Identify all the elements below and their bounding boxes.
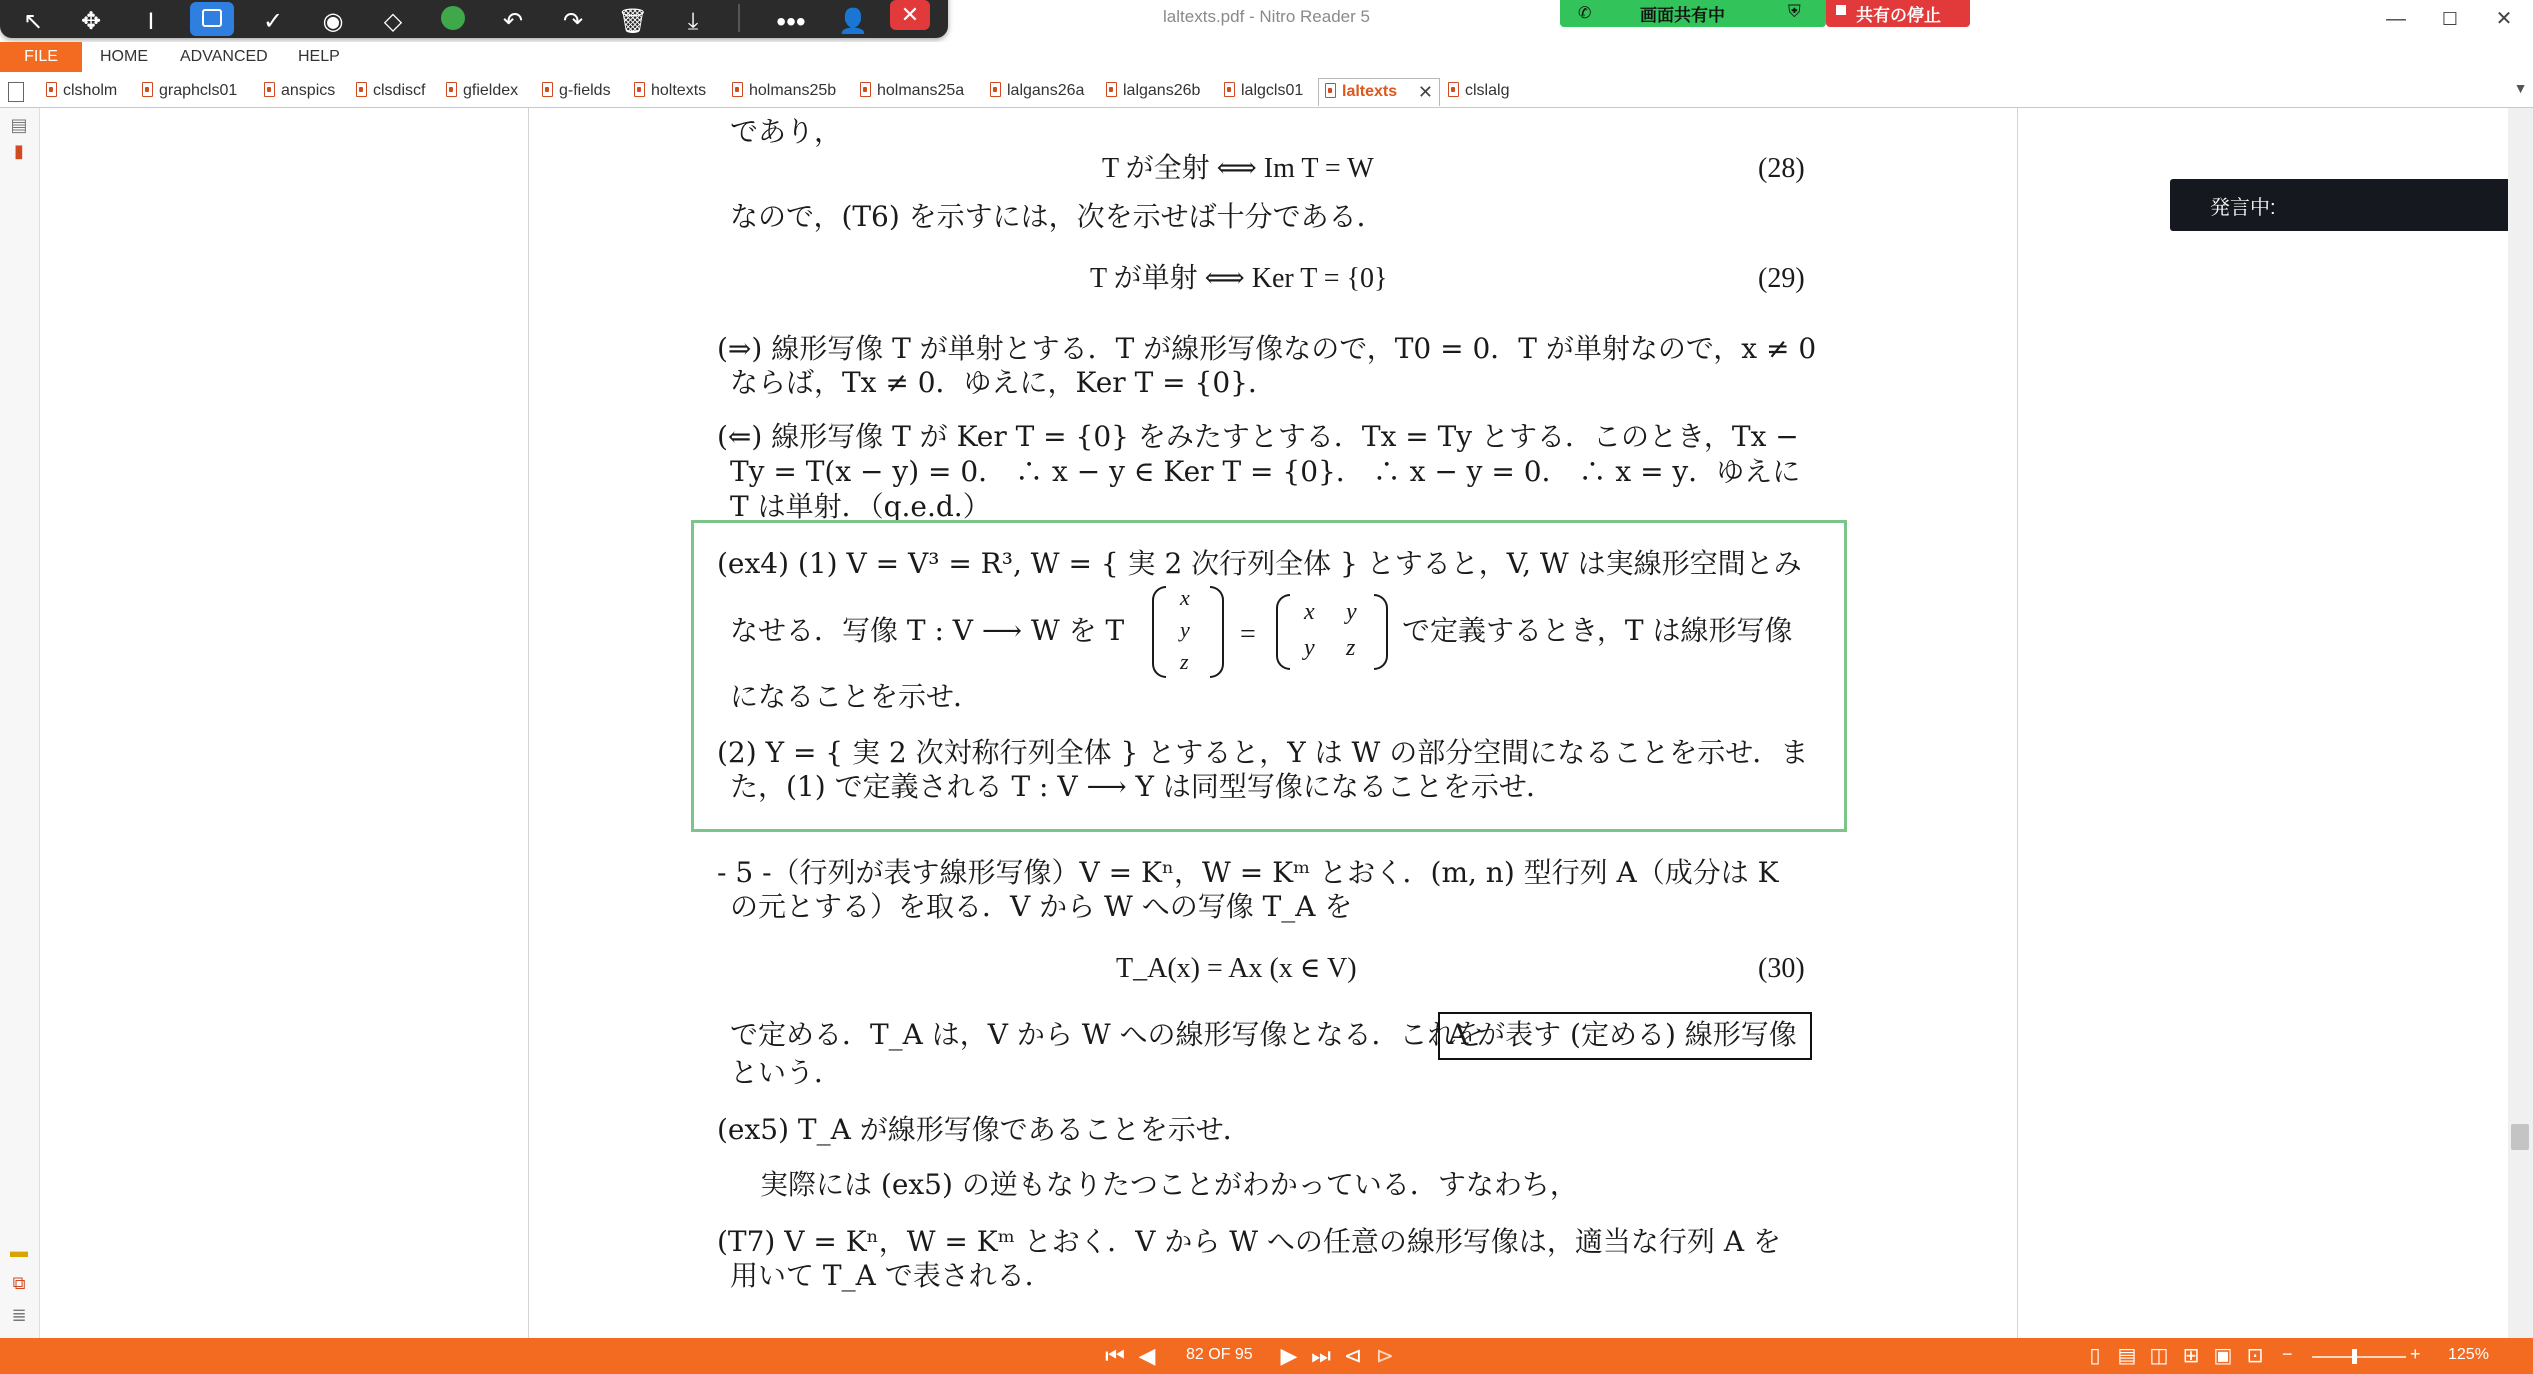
equals-sign: = [1240, 619, 1256, 650]
equation-number-29: (29) [1758, 263, 1805, 294]
text-line: で定める．T_A は，V から W への線形写像となる．これを [730, 1018, 1484, 1051]
menu-advanced[interactable]: ADVANCED [180, 48, 268, 65]
next-page-icon[interactable]: ▶ [1280, 1343, 1298, 1368]
tab-anspics[interactable]: anspics [264, 78, 335, 106]
tab-lalgcls01[interactable]: lalgcls01 [1224, 78, 1303, 106]
document-tab-bar [0, 74, 2533, 108]
matrix-entry: y [1304, 635, 1315, 661]
toolbar-divider [738, 4, 740, 32]
tab-laltexts[interactable]: laltexts ✕ [1318, 78, 1440, 106]
properties-panel-icon[interactable]: ≣ [11, 1305, 27, 1325]
proof-backward-line: Ty = T(x − y) = 0． ∴ x − y ∈ Ker T = {0}． ∴ x − y = 0． ∴ x = y．ゆえに [730, 455, 1801, 488]
menu-home[interactable]: HOME [100, 48, 148, 65]
matrix-entry: x [1304, 599, 1315, 625]
tab-holtexts[interactable]: holtexts [634, 78, 706, 106]
stop-sharing-label: 共有の停止 [1856, 6, 1941, 25]
pdf-icon [634, 82, 645, 97]
pdf-icon [732, 82, 743, 97]
pdf-icon [990, 82, 1001, 97]
equation-28: T が全射 ⟺ Im T = W [1102, 153, 1374, 184]
fit-width-icon[interactable]: ▣ [2213, 1345, 2233, 1367]
proof-forward-line: (⇒) 線形写像 T が単射とする．T が線形写像なので，T0 = 0．T が単射なので，x ≠ 0 [717, 332, 1817, 365]
pages-panel-icon[interactable]: ▤ [10, 115, 28, 135]
previous-page-icon[interactable]: ◀ [1138, 1343, 1156, 1368]
zoom-out-button[interactable]: − [2282, 1344, 2293, 1364]
menu-file[interactable]: FILE [0, 42, 82, 72]
pdf-icon [142, 82, 153, 97]
zoom-slider-handle[interactable] [2352, 1349, 2357, 1364]
rectangle-icon [202, 9, 222, 27]
color-picker-icon[interactable] [441, 6, 465, 30]
vector-entry: z [1180, 649, 1189, 674]
pdf-icon [264, 82, 275, 97]
last-page-icon[interactable]: ⏭ [1311, 1343, 1331, 1368]
tab-lalgans26b[interactable]: lalgans26b [1106, 78, 1200, 106]
pdf-icon [1325, 83, 1336, 98]
left-paren [1152, 586, 1166, 678]
text-line: という． [730, 1056, 843, 1089]
tab-list-icon[interactable] [8, 82, 24, 102]
maximize-button[interactable]: ☐ [2441, 9, 2459, 29]
facing-view-icon[interactable]: ◫ [2149, 1345, 2169, 1367]
tab-gfieldex[interactable]: gfieldex [446, 78, 518, 106]
left-sidebar [0, 108, 40, 1338]
minimize-button[interactable]: — [2386, 8, 2406, 30]
scrollbar-thumb[interactable] [2511, 1124, 2529, 1150]
continuous-facing-view-icon[interactable]: ⊞ [2182, 1345, 2200, 1367]
matrix-entry: z [1346, 635, 1356, 661]
download-icon[interactable]: ⤓ [687, 8, 699, 35]
pdf-icon [356, 82, 367, 97]
tab-clsholm[interactable]: clsholm [46, 78, 117, 106]
attachments-panel-icon[interactable]: ▮ [14, 141, 24, 161]
text-line: であり， [730, 115, 843, 148]
single-page-view-icon[interactable]: ▯ [2089, 1345, 2101, 1367]
close-tab-icon[interactable]: ✕ [1417, 82, 1433, 102]
close-button[interactable]: ✕ [2495, 8, 2513, 30]
redo-icon[interactable]: ↷ [562, 8, 584, 35]
matrix-2x2 [1276, 594, 1388, 670]
scroll-arrow-icon[interactable]: ▼ [2513, 80, 2528, 96]
pan-icon[interactable]: ✥ [80, 8, 102, 35]
exercise-4-line: (2) Y = { 実 2 次対称行列全体 } とすると，Y は W の部分空間になることを示せ．ま [717, 736, 1809, 769]
right-paren [1210, 586, 1224, 678]
menu-bar [0, 42, 2533, 72]
right-paren [1374, 594, 1388, 670]
tab-clsdiscf[interactable]: clsdiscf [356, 78, 425, 106]
window-title: laltexts.pdf - Nitro Reader 5 [1163, 7, 1370, 26]
pdf-icon [1106, 82, 1117, 97]
tab-lalgans26a[interactable]: lalgans26a [990, 78, 1084, 106]
page-indicator[interactable]: 82 OF 95 [1186, 1346, 1253, 1363]
speaking-label: 発言中: [2210, 197, 2276, 219]
exercise-5-line: (ex5) T_A が線形写像であることを示せ． [717, 1113, 1251, 1146]
left-paren [1276, 594, 1290, 670]
tab-holmans25b[interactable]: holmans25b [732, 78, 836, 106]
column-vector [1152, 586, 1224, 678]
boxed-definition-text: A が表す (定める) 線形写像 [1448, 1018, 1797, 1051]
first-page-icon[interactable]: ⏮ [1105, 1343, 1125, 1368]
pdf-icon [542, 82, 553, 97]
equation-number-28: (28) [1758, 153, 1805, 184]
shield-icon: ⛨ [1788, 2, 1801, 21]
pdf-icon [1224, 82, 1235, 97]
equation-number-30: (30) [1758, 953, 1805, 984]
exercise-4-line: になることを示せ． [730, 680, 982, 713]
section-5-line: の元とする）を取る．V から W への写像 T_A を [730, 890, 1353, 923]
undo-icon[interactable]: ↶ [502, 8, 524, 35]
eraser-icon[interactable]: ◇ [383, 8, 403, 35]
zoom-slider[interactable] [2312, 1356, 2406, 1358]
text-line: なので，(T6) を示すには，次を示せば十分である． [730, 200, 1385, 233]
stop-icon [1836, 5, 1846, 15]
stamp-icon[interactable]: ◉ [322, 8, 344, 35]
delete-icon[interactable]: 🗑 [617, 8, 649, 35]
exercise-4-line: なせる．写像 T : V ⟶ W を T [730, 614, 1125, 647]
pdf-icon [860, 82, 871, 97]
zoom-in-button[interactable]: + [2410, 1344, 2421, 1364]
matrix-entry: y [1346, 599, 1357, 625]
text-cursor-icon[interactable]: I [147, 8, 155, 35]
more-icon[interactable]: ••• [776, 6, 806, 37]
equation-30: T_A(x) = Ax (x ∈ V) [1116, 953, 1357, 984]
menu-help[interactable]: HELP [298, 48, 340, 65]
check-icon[interactable]: ✓ [262, 8, 284, 35]
participants-icon[interactable]: 👤 [838, 8, 868, 35]
exit-annotation-button[interactable]: ✕ [890, 0, 930, 30]
exercise-4-line: た，(1) で定義される T : V ⟶ Y は同型写像になることを示せ． [730, 770, 1555, 803]
comments-panel-icon[interactable]: ▬ [10, 1241, 28, 1261]
tab-holmans25a[interactable]: holmans25a [860, 78, 964, 106]
section-5-line: - 5 -（行列が表す線形写像）V = Kⁿ，W = Kᵐ とおく．(m, n) 型行列 A（成分は K [717, 856, 1779, 889]
tab-g-fields[interactable]: g-fields [542, 78, 611, 106]
proof-backward-line: (⇐) 線形写像 T が Ker T = {0} をみたすとする．Tx = Ty とする．このとき，Tx − [717, 420, 1799, 453]
back-view-icon[interactable]: ⊲ [1343, 1343, 1363, 1368]
pdf-icon [446, 82, 457, 97]
theorem-7-line: (T7) V = Kⁿ，W = Kᵐ とおく．V から W への任意の線形写像は，適当な行列 A を [717, 1225, 1781, 1258]
exercise-4-line: で定義するとき，T は線形写像 [1402, 614, 1793, 647]
output-panel-icon[interactable]: ⧉ [12, 1273, 26, 1293]
text-line: 実際には (ex5) の逆もなりたつことがわかっている．すなわち， [760, 1168, 1578, 1201]
pdf-icon [46, 82, 57, 97]
fit-page-icon[interactable]: ⊡ [2246, 1345, 2264, 1367]
theorem-7-line: 用いて T_A で表される． [730, 1259, 1053, 1292]
continuous-view-icon[interactable]: ▤ [2117, 1345, 2137, 1367]
phone-icon: ✆ [1578, 5, 1592, 22]
equation-29: T が単射 ⟺ Ker T = {0} [1090, 263, 1388, 294]
tab-graphcls01[interactable]: graphcls01 [142, 78, 237, 106]
select-icon[interactable]: ↖ [22, 8, 44, 35]
exercise-4-line: (ex4) (1) V = V³ = R³, W = { 実 2 次行列全体 } とすると，V, W は実線形空間とみ [717, 547, 1802, 580]
vector-entry: y [1180, 617, 1190, 642]
zoom-level[interactable]: 125% [2448, 1346, 2489, 1363]
forward-view-icon[interactable]: ⊳ [1375, 1343, 1395, 1368]
vector-entry: x [1180, 585, 1190, 610]
sharing-status-label: 画面共有中 [1640, 6, 1725, 25]
proof-forward-line: ならば，Tx ≠ 0．ゆえに，Ker T = {0}． [730, 366, 1276, 399]
pdf-icon [1448, 82, 1459, 97]
vertical-scrollbar[interactable] [2508, 108, 2533, 1338]
proof-backward-line: T は単射．（q.e.d.） [730, 490, 991, 523]
tab-clslalg[interactable]: clslalg [1448, 78, 1509, 106]
